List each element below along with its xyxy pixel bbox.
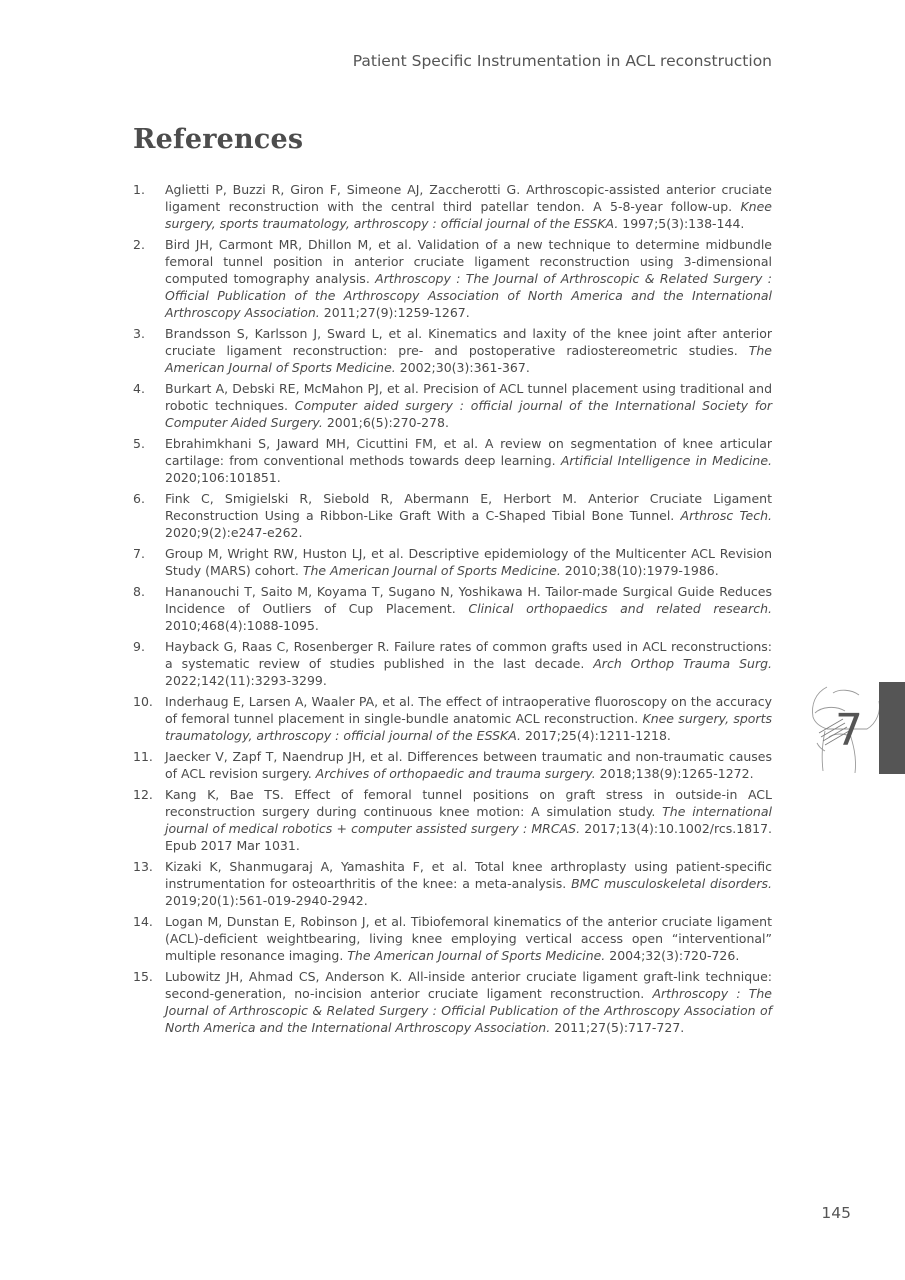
reference-number: 3. <box>133 326 145 341</box>
reference-authors-title: Aglietti P, Buzzi R, Giron F, Simeone AJ, Zaccherotti G. Arthroscopic-assisted anterior cruciate ligament reconstruction with the central third patellar tendon. A 5-8-year follow-up. <box>165 182 772 214</box>
reference-item <box>133 858 772 909</box>
reference-journal: The international journal of medical robotics + computer assisted surgery : MRCAS. <box>165 804 772 836</box>
reference-item <box>133 380 772 431</box>
reference-authors-title: Ebrahimkhani S, Jaward MH, Cicuttini FM, et al. A review on segmentation of knee articular cartilage: from conventional methods towards deep learning. <box>165 436 772 468</box>
reference-text <box>165 749 772 781</box>
reference-text <box>165 182 772 231</box>
reference-authors-title: Hayback G, Raas C, Rosenberger R. Failure rates of common grafts used in ACL reconstructions: a systematic review of studies published in the last decade. <box>165 639 772 671</box>
reference-journal: The American Journal of Sports Medicine. <box>347 948 606 963</box>
reference-citation: 2019;20(1):561-019-2940-2942. <box>165 893 368 908</box>
reference-text <box>165 859 772 908</box>
reference-citation: 2017;13(4):10.1002/rcs.1817. Epub 2017 Mar 1031. <box>165 821 773 853</box>
reference-text <box>165 326 772 375</box>
reference-text <box>165 491 772 540</box>
reference-authors-title: Jaecker V, Zapf T, Naendrup JH, et al. Differences between traumatic and non-traumatic causes of ACL revision surgery. <box>165 749 772 781</box>
chapter-tab <box>879 682 905 774</box>
reference-text <box>165 639 772 688</box>
chapter-number: 7 <box>835 705 863 756</box>
reference-item <box>133 545 772 579</box>
reference-item <box>133 693 772 744</box>
reference-authors-title: Group M, Wright RW, Huston LJ, et al. Descriptive epidemiology of the Multicenter ACL Revision Study (MARS) cohort. <box>165 546 772 578</box>
reference-item <box>133 435 772 486</box>
knee-illustration <box>805 683 885 775</box>
reference-item <box>133 490 772 541</box>
reference-citation: 2010;38(10):1979-1986. <box>560 563 719 578</box>
reference-text <box>165 969 772 1035</box>
reference-number: 1. <box>133 182 145 197</box>
reference-citation: 2002;30(3):361-367. <box>395 360 530 375</box>
reference-authors-title: Burkart A, Debski RE, McMahon PJ, et al. Precision of ACL tunnel placement using traditional and robotic techniques. <box>165 381 772 413</box>
reference-journal: Clinical orthopaedics and related research. <box>468 601 772 616</box>
reference-number: 10. <box>133 694 153 709</box>
reference-item <box>133 181 772 232</box>
reference-item <box>133 236 772 321</box>
reference-journal: Arthroscopy : The Journal of Arthroscopic & Related Surgery : Official Publication of the Arthroscopy Association of North America and the International Arthroscopy Association. <box>165 986 772 1035</box>
reference-journal: Arthrosc Tech. <box>680 508 772 523</box>
reference-text <box>165 237 772 320</box>
running-head: Patient Specific Instrumentation in ACL reconstruction <box>352 52 772 70</box>
reference-item <box>133 748 772 782</box>
reference-citation: 2022;142(11):3293-3299. <box>165 673 327 688</box>
reference-item <box>133 638 772 689</box>
reference-citation: 2020;106:101851. <box>165 470 281 485</box>
reference-journal: The American Journal of Sports Medicine. <box>165 343 772 375</box>
reference-text <box>165 381 772 430</box>
reference-number: 14. <box>133 914 153 929</box>
reference-authors-title: Lubowitz JH, Ahmad CS, Anderson K. All-inside anterior cruciate ligament graft-link technique: second-generation, no-incision anterior cruciate ligament reconstruction. <box>165 969 772 1001</box>
reference-journal: The American Journal of Sports Medicine. <box>302 563 561 578</box>
reference-number: 9. <box>133 639 145 654</box>
reference-number: 2. <box>133 237 145 252</box>
reference-authors-title: Fink C, Smigielski R, Siebold R, Abermann E, Herbort M. Anterior Cruciate Ligament Reconstruction Using a Ribbon-Like Graft With a C-Shaped Tibial Bone Tunnel. <box>165 491 772 523</box>
reference-citation: 2001;6(5):270-278. <box>322 415 449 430</box>
reference-journal: Arthroscopy : The Journal of Arthroscopic & Related Surgery : Official Publication of the Arthroscopy Association of North America and the International Arthroscopy Association. <box>165 271 772 320</box>
reference-number: 15. <box>133 969 153 984</box>
reference-number: 13. <box>133 859 153 874</box>
reference-item <box>133 913 772 964</box>
reference-journal: Arch Orthop Trauma Surg. <box>593 656 772 671</box>
reference-number: 5. <box>133 436 145 451</box>
reference-item <box>133 968 772 1036</box>
reference-journal: Artificial Intelligence in Medicine. <box>560 453 773 468</box>
reference-authors-title: Inderhaug E, Larsen A, Waaler PA, et al. The effect of intraoperative fluoroscopy on the accuracy of femoral tunnel placement in single-bundle anatomic ACL reconstruction. <box>165 694 772 726</box>
reference-citation: 2020;9(2):e247-e262. <box>165 525 303 540</box>
reference-number: 6. <box>133 491 145 506</box>
reference-text <box>165 546 772 578</box>
reference-authors-title: Kang K, Bae TS. Effect of femoral tunnel positions on graft stress in outside-in ACL reconstruction surgery during continuous knee motion: A simulation study. <box>165 787 772 819</box>
reference-list <box>133 181 772 1040</box>
reference-item <box>133 583 772 634</box>
reference-number: 11. <box>133 749 153 764</box>
reference-journal: BMC musculoskeletal disorders. <box>571 876 772 891</box>
reference-text <box>165 914 772 963</box>
reference-citation: 2018;138(9):1265-1272. <box>595 766 754 781</box>
reference-text <box>165 787 772 853</box>
reference-authors-title: Logan M, Dunstan E, Robinson J, et al. Tibiofemoral kinematics of the anterior cruciate ligament (ACL)-deficient weightbearing, living knee employing vertical access open “interventional” multiple resonance imaging. <box>165 914 772 963</box>
reference-number: 12. <box>133 787 153 802</box>
reference-journal: Computer aided surgery : official journal of the International Society for Computer Aided Surgery. <box>165 398 772 430</box>
reference-citation: 1997;5(3):138-144. <box>618 216 745 231</box>
reference-number: 7. <box>133 546 145 561</box>
page-title: References <box>133 124 304 155</box>
reference-authors-title: Bird JH, Carmont MR, Dhillon M, et al. Validation of a new technique to determine midbundle femoral tunnel position in anterior cruciate ligament reconstruction using 3-dimensional computed tomography analysis. <box>165 237 772 286</box>
reference-citation: 2011;27(9):1259-1267. <box>319 305 470 320</box>
page-number: 145 <box>821 1204 851 1222</box>
reference-number: 8. <box>133 584 145 599</box>
reference-item <box>133 786 772 854</box>
reference-text <box>165 584 772 633</box>
reference-citation: 2010;468(4):1088-1095. <box>165 618 319 633</box>
reference-citation: 2017;25(4):1211-1218. <box>520 728 671 743</box>
reference-authors-title: Hananouchi T, Saito M, Koyama T, Sugano N, Yoshikawa H. Tailor-made Surgical Guide Reduces Incidence of Outliers of Cup Placement. <box>165 584 772 616</box>
reference-journal: Archives of orthopaedic and trauma surgery. <box>315 766 596 781</box>
reference-authors-title: Kizaki K, Shanmugaraj A, Yamashita F, et al. Total knee arthroplasty using patient-specific instrumentation for osteoarthritis of the knee: a meta-analysis. <box>165 859 772 891</box>
reference-citation: 2004;32(3):720-726. <box>605 948 740 963</box>
reference-authors-title: Brandsson S, Karlsson J, Sward L, et al. Kinematics and laxity of the knee joint after anterior cruciate ligament reconstruction: pre- and postoperative radiostereometric studies. <box>165 326 772 358</box>
reference-text <box>165 436 772 485</box>
reference-text <box>165 694 772 743</box>
reference-journal: Knee surgery, sports traumatology, arthroscopy : official journal of the ESSKA. <box>165 199 772 231</box>
reference-journal: Knee surgery, sports traumatology, arthroscopy : official journal of the ESSKA. <box>165 711 772 743</box>
reference-item <box>133 325 772 376</box>
reference-number: 4. <box>133 381 145 396</box>
reference-citation: 2011;27(5):717-727. <box>550 1020 685 1035</box>
